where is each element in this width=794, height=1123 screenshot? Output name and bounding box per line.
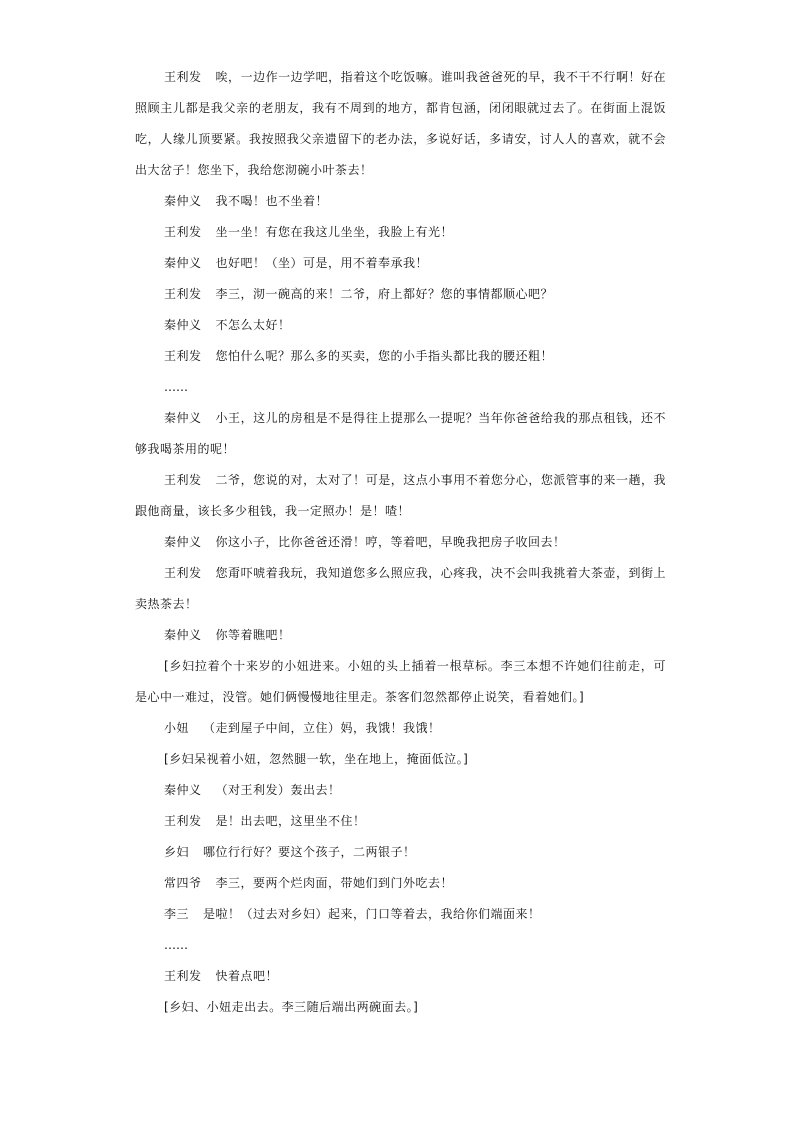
stage-direction: [乡妇呆视着小妞，忽然腿一软，坐在地上，掩面低泣。] (164, 752, 469, 766)
dialog-text: 二爷，您说的对，太对了！可是，这点小事用不着您分心，您派管事的来一趟，我跟他商量，该长多少租钱，我一定照办！是！喳！ (135, 473, 666, 518)
dialog-line (135, 279, 666, 310)
dialog-text: 李三，沏一碗高的来！二爷，府上都好？您的事情都顺心吧？ (215, 287, 554, 301)
dialog-line (135, 899, 666, 930)
ellipsis-line: …… (164, 380, 188, 394)
dialog-text: （对王利发）轰出去！ (215, 783, 341, 797)
dialog-line (135, 310, 666, 341)
speaker-name: 王利发 (164, 473, 202, 487)
stage-direction: [乡妇拉着个十来岁的小妞进来。小妞的头上插着一根草标。李三本想不许她们往前走，可是心中一难过，没管。她们俩慢慢地往里走。茶客们忽然都停止说笑，看着她们。] (135, 659, 666, 704)
dialog-text: 坐一坐！有您在我这儿坐坐，我脸上有光！ (215, 225, 454, 239)
speaker-name: 秦仲义 (164, 535, 202, 549)
dialog-text: 你等着瞧吧！ (215, 628, 291, 642)
speaker-name: 王利发 (164, 566, 202, 580)
speaker-name: 王利发 (164, 349, 202, 363)
dialog-line (135, 62, 666, 186)
dialog-text: （走到屋子中间，立住）妈，我饿！我饿！ (203, 721, 441, 735)
dialog-text: 哪位行行好？要这个孩子，二两银子！ (203, 845, 416, 859)
speaker-name: 秦仲义 (164, 783, 202, 797)
dialog-text: 你这小子，比你爸爸还滑！哼，等着吧，早晚我把房子收回去！ (215, 535, 566, 549)
speaker-name: 李三 (164, 907, 190, 921)
speaker-name: 小妞 (164, 721, 190, 735)
dialog-line (135, 465, 666, 527)
dialog-line (135, 217, 666, 248)
dialog-line (135, 961, 666, 992)
dialog-line (135, 403, 666, 465)
speaker-name: 常四爷 (164, 876, 202, 890)
dialog-line (135, 248, 666, 279)
dialog-line (135, 713, 666, 744)
dialog-text: 是！出去吧，这里坐不住！ (215, 814, 366, 828)
speaker-name: 秦仲义 (164, 318, 202, 332)
dialog-line (135, 527, 666, 558)
dialog-line (135, 775, 666, 806)
dialog-line (135, 806, 666, 837)
dialog-text: 我不喝！也不坐着！ (215, 194, 329, 208)
dialog-line (135, 341, 666, 372)
dialog-text: 唉，一边作一边学吧，指着这个吃饭嘛。谁叫我爸爸死的早，我不干不行啊！好在照顾主儿都是我父亲的老朋友，我有不周到的地方，都肯包涵，闭闭眼就过去了。在街面上混饭吃，人缘儿顶要紧。我按照我父亲遗留下的老办法，多说好话，多请安，讨人人的喜欢，就不会出大岔子！您坐下，我给您沏碗小叶茶去！ (135, 70, 666, 177)
speaker-name: 王利发 (164, 70, 202, 84)
dialog-text: 李三，要两个烂肉面，带她们到门外吃去！ (215, 876, 454, 890)
dialog-line (135, 186, 666, 217)
dialog-line (135, 558, 666, 620)
speaker-name: 秦仲义 (164, 256, 202, 270)
speaker-name: 秦仲义 (164, 411, 202, 425)
ellipsis-line: …… (164, 938, 188, 952)
dialog-text: 您甭吓唬着我玩，我知道您多么照应我，心疼我，决不会叫我挑着大茶壶，到街上卖热茶去！ (135, 566, 666, 611)
speaker-name: 王利发 (164, 969, 202, 983)
dialog-text: 小王，这儿的房租是不是得往上提那么一提呢？当年你爸爸给我的那点租钱，还不够我喝茶用的呢！ (135, 411, 666, 456)
speaker-name: 秦仲义 (164, 194, 202, 208)
stage-direction: [乡妇、小妞走出去。李三随后端出两碗面去。] (164, 1000, 419, 1014)
dialog-line (135, 837, 666, 868)
dialog-text: 快着点吧！ (215, 969, 279, 983)
dialog-text: 也好吧！（坐）可是，用不着奉承我！ (215, 256, 429, 270)
speaker-name: 王利发 (164, 287, 202, 301)
dialog-line (135, 620, 666, 651)
speaker-name: 乡妇 (164, 845, 190, 859)
speaker-name: 秦仲义 (164, 628, 202, 642)
dialog-text: 您怕什么呢？那么多的买卖，您的小手指头都比我的腰还粗！ (215, 349, 554, 363)
speaker-name: 王利发 (164, 225, 202, 239)
dialog-text: 不怎么太好！ (215, 318, 291, 332)
speaker-name: 王利发 (164, 814, 202, 828)
dialog-text: 是啦！（过去对乡妇）起来，门口等着去，我给你们端面来！ (203, 907, 541, 921)
dialog-line (135, 868, 666, 899)
